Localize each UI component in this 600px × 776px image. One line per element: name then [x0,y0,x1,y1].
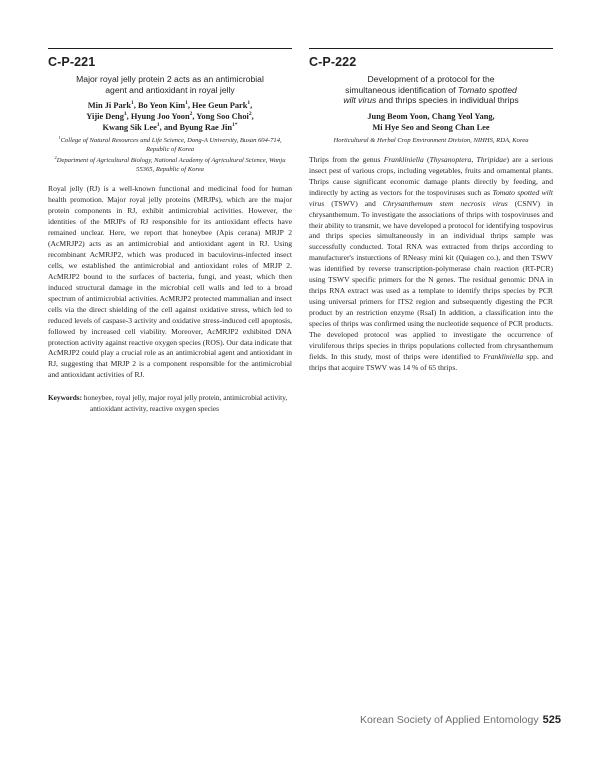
author-affiliation-mark: 1 [123,111,127,118]
affiliation-text: Horticultural & Herbal Crop Environment Division, NIHHS, RDA, Korea [333,136,529,144]
title-line [311,95,551,106]
abstract-body [309,155,553,374]
author-affiliation-mark: 1 [247,100,251,107]
italic-term: Frankliniella [483,351,524,361]
column-divider-rule [48,48,292,49]
title-line: Major royal jelly protein 2 acts as an antimicrobial [76,74,264,84]
author-line: Jung Beom Yoon, Chang Yeol Yang, [367,111,495,121]
column-divider-rule [309,48,553,49]
affiliation-mark: 2 [54,155,57,160]
abstract-text: (CSNV) in chrysanthemum. To investigate the associations of thrips with tospoviruses and their ability to transmit, we have developed a protocol for identifying tospovirus and thrips species simultaneously in an individual thrips sample was successfully conducted. Total RNA was extracted from thrips according to manufacturer's insturctions of RNeasy mini kit (Quiagen co.), and then TSWV was identified by reverse transcription-polymerase chain reaction (RT-PCR) using TSWV specific primers for the N genes. The residual genomic DNA in thrips RNA extract was used as a template to identify thrips species by PCR using universal primers for ITS2 region and subsequently digesting the PCR product by an restriction enzyme (RsaI) In addition, a classification into the species of thrips was confirmed using the nucleotide sequence of PCR products. The developed protocol was applied to investigate the occurrence of viruliferous thrips species in thrips populations collected from chrysanthemum fields. In this study, most of thrips were identified to [309,198,554,361]
abstract-text: , [471,154,477,164]
abstract-text: ( [423,154,430,164]
author-name: Min Ji Park [87,101,132,111]
abstract-text: (TSWV) and [324,198,383,208]
author-name: Yong Soo Choi [196,112,249,122]
italic-term: Tomato spotted wilt virus [309,187,553,208]
title-line: Development of a protocol for the [367,74,495,84]
title-text: and thrips species in individual thrips [376,95,519,106]
title-line [311,85,551,96]
author-affiliation-mark: 1 [131,100,134,107]
keywords [48,393,292,413]
author-list: Min Ji Park$^1$, Bo Yeon Kim$^1$, Hee Geun Park$^1$, Yijie Deng$^1$, Hyung Joo Yoon$^2$, Yong Soo Choi$^2$, Kwang Sik Lee$^1$, and Byung Rae Jin$^{1*}$ [86,100,254,133]
abstract-column-left [48,48,292,414]
affiliation-text: College of Natural Resources and Life Science, Dong-A University, Busan 604-714, Republic of Korea [60,137,282,154]
abstract-code: C-P-221 [48,55,96,69]
keywords-label: Keywords: [48,393,83,403]
keywords-text: honeybee, royal jelly, major royal jelly protein, antimicrobial activity, antioxidant activity, reactive oxygen species [83,393,288,413]
affiliation-text: Department of Agricultural Biology, National Academy of Agricultural Science, Wanju 55365, Republic of Korea [56,157,286,174]
affiliation [48,136,292,154]
affiliation-list [48,136,292,174]
abstract-paragraph [309,155,553,374]
society-name: Korean Society of Applied Entomology [360,714,539,726]
page-number: 525 [542,714,561,726]
author-name: Kwang Sik Lee [102,123,157,133]
author-list [309,111,553,133]
abstract-text: ) are a serious insect pest of various crops, including vegetables, fruits and ornamental plants. Thrips cause significant economic damage plants directly by feeding, and indirectly by acting as vectors for the tospoviruses such as [309,154,553,197]
title-text: simultaneous identification of [345,84,458,95]
author-affiliation-mark: 2 [189,111,193,118]
author-line: Mi Hye Seo and Seong Chan Lee [372,122,490,132]
affiliation-list [309,136,553,145]
abstract-text: spp. and thrips that acquire TSWV was 14 % of 65 thrips. [309,351,553,372]
abstract-column-right [309,48,553,374]
author-affiliation-mark: 1 [185,100,188,107]
author-affiliation-mark: 1* [232,122,238,129]
title-line: agent and antioxidant in royal jelly [105,84,235,95]
title-virus-name: Tomato spotted [457,84,517,95]
abstract-text: Thrips from the genus [309,154,384,164]
affiliation-mark: 1 [58,135,61,140]
author-name: Hyung Joo Yoon [130,112,190,122]
author-name: Bo Yeon Kim [137,101,186,111]
author-name: Byung Rae Jin [179,123,233,133]
author-name: Yijie Deng [86,112,124,122]
italic-term: Chrysanthemum stem necrosis virus [382,198,508,208]
author-name: Hee Geun Park [192,101,248,111]
italic-term: Thysanoptera [429,154,472,164]
author-affiliation-mark: 2 [248,111,252,118]
italic-term: Thripidae [476,154,507,164]
italic-term: Frankliniella [383,154,424,164]
author-affiliation-mark: 1 [156,122,160,129]
page-footer [360,710,561,728]
abstract-title [50,74,290,95]
title-virus-name: wilt virus [343,95,377,106]
affiliation [48,156,292,174]
abstract-title [311,74,551,106]
abstract-code: C-P-222 [309,55,357,69]
abstract-paragraph: Royal jelly (RJ) is a well-known functional and medicinal food for human health promotion. Major royal jelly proteins (MRJPs), which are the major protein components in RJ, exhibit antimicrobial activities. However, the identities of the MRJPs of RJ responsible for its antioxidant effects have remained unclear. Here, we report that honeybee (Apis cerana) MRJP 2 (AcMRJP2) acts as an antimicrobial and antioxidant agent in RJ. Using recombinant AcMRJP2, which was produced in baculovirus-infected insect cells, we established the antimicrobial and antioxidant roles of MRJP 2. AcMRJP2 bound to the surfaces of bacteria, fungi, and yeast, which then induced structural damage in the microbial cell walls and led to a broad spectrum of antimicrobial activities. AcMRJP2 protected mammalian and insect cells via the direct shielding of the cell against oxidative stress, which led to reduced levels of caspase-3 activity and oxidative stress-induced cell apoptosis, followed by increased cell viability. Moreover, AcMRJP2 exhibited DNA protection activity against reactive oxygen species (ROS). Our data indicate that AcMRJP2 could play a crucial role as an antimicrobial agent and antioxidant in RJ, suggesting that MRJP 2 is a component responsible for the antimicrobial and antioxidant activities of RJ. [48,184,292,380]
abstract-body [48,184,292,381]
